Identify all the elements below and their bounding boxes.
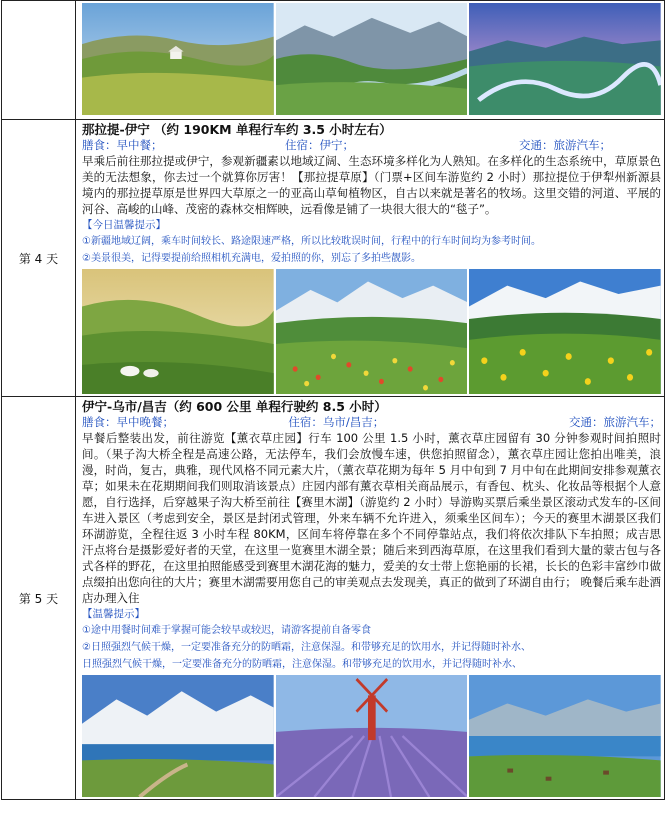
day-4-photo-strip [82,269,661,394]
day-4-tip-1: ①新疆地域辽阔，乘车时间较长、路途限速严格，所以比较耽误时间，行程中的行车时间均为参考时间。 [82,236,541,247]
snow-mountain-lake-photo [82,675,274,797]
photo-row-top [2,1,665,120]
day-5-content [76,397,665,800]
yellow-flower-field-photo [469,269,661,394]
day-5-photo-strip [82,675,661,797]
wildflower-meadow-photo [276,269,468,394]
day-5-tip-1: ①途中用餐时间难于掌握可能会较早或较迟，请游客提前自备零食 [82,625,371,636]
day-5-row [2,397,665,800]
day-4-tips-heading: 【今日温馨提示】 [82,219,166,231]
day-4-stay: 住宿：伊宁； [285,138,354,152]
green-hills-yurt-photo [82,269,274,394]
day-5-transport: 交通：旅游汽车； [568,415,661,429]
grassland-yurt-photo [82,3,274,115]
day-4-title: 那拉提-伊宁 （约 190KM 单程行车约 3.5 小时左右） [82,122,392,137]
day-4-meals: 膳食：早中餐； [82,138,163,152]
day-5-tip-2: ②日照强烈气候干燥，一定要准备充分的防晒霜，注意保湿。和带够充足的饮用水，并记得随时补水、 [82,642,531,653]
day-5-stay: 住宿：乌市/昌吉； [288,415,385,429]
day-4-content [76,120,665,397]
day-5-label: 第 5 天 [2,397,76,800]
day-4-description: 早乘后前往那拉提或伊宁，参观新疆素以地域辽阔、生态环境多样化为人熟知。在多样化的生态系统中，草原景色美的无法想象，你去过一个就算你厉害！【那拉提草原】（门票+区间车游览约 2 小时）那拉提位于伊犁州新源县境内的那拉提草原是世界四大草原之一的亚高山草甸植物区，自古以来就是著名的牧场。这里交错的河道、平展的河谷、高峻的山峰、茂密的森林交相辉映，远看像是铺了一块很大很大的“毯子”。 [82,154,661,216]
day-4-label: 第 4 天 [2,120,76,397]
top-photo-cell [76,1,665,120]
day-5-tips-heading: 【温馨提示】 [82,608,145,620]
valley-river-photo [276,3,468,115]
lavender-windmill-photo [276,675,468,797]
day-4-row [2,120,665,397]
day-5-description: 早餐后整装出发，前往游览【薰衣草庄园】行车 100 公里 1.5 小时，薰衣草庄园留有 30 分钟参观时间拍照时间。（果子沟大桥全程是高速公路，无法停车，我们会放慢车速，供您拍照留念），薰衣草庄园让您拍出唯美，浪漫，时尚，复古，典雅，现代风格不同元素大片，（薰衣草花期为每年 5 月中旬到 7 月中旬在此期间安排参观薰衣草；如果未在花期期间我们则取消该景点）庄园内部有薰衣草相关商品展示，有香包、枕头、化妆品等根据个人意愿，自行选择，后穿越果子沟大桥至前往【赛里木湖】（游览约 2 小时）导游购买票后乘坐景区滚动式发车的-区间车进入景区（考虑到安全，景区是封闭式管理，外来车辆不允许进入，须乘坐区间车）；今天的赛里木湖景区我们环湖游览，全程往返 3 小时车程 80KM，区间车将停靠在多个不同停靠站点，我们将依次排队下车拍照；成吉思汗点将台是摄影爱好者的天堂，在这里一览赛里木湖全景；随后来到西海草原，在这里我们看到大量的蒙古包与各式各样的野花，在这里拍照能感受到赛里木湖花海的魅力，爱美的女士带上您艳丽的长裙，长长的色彩丰富纱巾做点缀拍出您向往的大片；赛里木湖需要用您自己的审美观点去发现美，真正的做到了环湖自由行； 晚餐后乘车赴酒店办理入住 [82,431,661,605]
day-5-tip-3: 日照强烈气候干燥，一定要准备充分的防晒霜，注意保湿。和带够充足的饮用水，并记得随时补水、 [82,659,522,670]
day-5-meals: 膳食：早中晚餐； [82,415,174,429]
meander-river-photo [469,3,661,115]
day-5-title: 伊宁-乌市/昌吉（约 600 公里 单程行驶约 8.5 小时） [82,399,387,414]
itinerary-table [1,0,665,800]
empty-day-cell [2,1,76,120]
lake-shore-horses-photo [469,675,661,797]
day-4-meta [82,138,661,153]
day-4-transport: 交通：旅游汽车； [519,138,611,152]
day-4-tip-2: ②美景很美，记得要提前给照相机充满电，爱拍照的你，别忘了多拍些靓影。 [82,253,421,264]
day-5-meta [82,415,661,430]
photo-strip [82,3,661,115]
